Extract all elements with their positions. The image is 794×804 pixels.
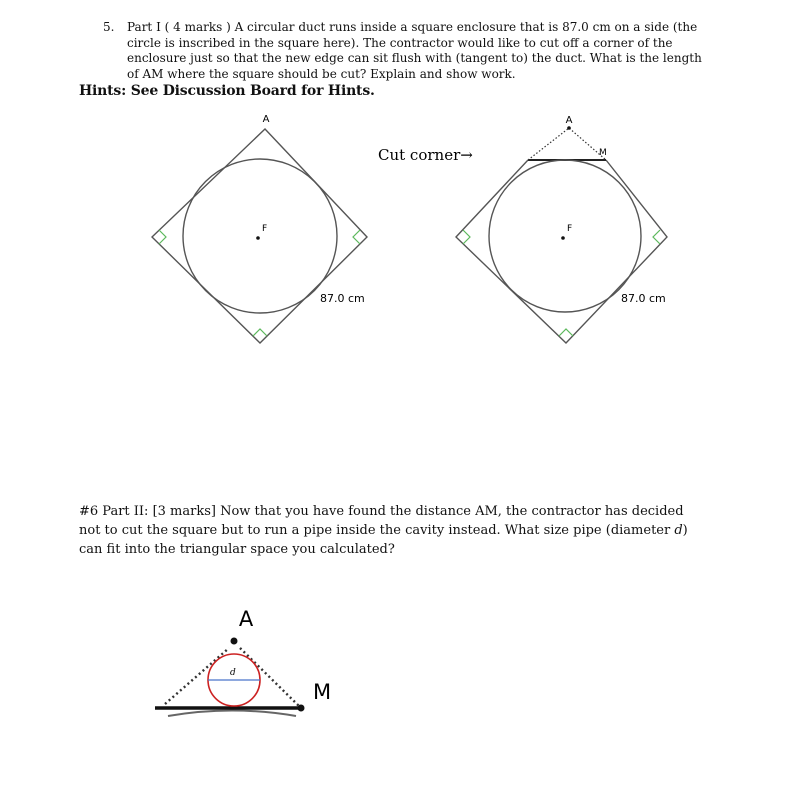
- question-6-variable-d: d: [674, 523, 683, 538]
- figure-2-square: [456, 160, 667, 343]
- figure-1-label-a: A: [262, 114, 270, 125]
- figure-3-duct-arc: [168, 711, 296, 717]
- figure-3-right-side: [240, 648, 301, 708]
- figure-3-label-d: d: [230, 668, 236, 678]
- figure-1-right-angle-bottom: [253, 329, 267, 336]
- question-5-text: Part I ( 4 marks ) A circular duct runs inside a square enclosure that is 87.0 cm on a side (the circle is inscribed in the square here). The contractor would like to cut off a corner of the enclosure just so that the new edge can sit flush with (tangent to) the duct. What is the length of AM where the square should be cut? Explain and show work.: [127, 20, 702, 81]
- figure-3-label-a: A: [238, 607, 254, 631]
- figure-3-point-m: [298, 705, 305, 712]
- hints-text: Hints: See Discussion Board for Hints.: [79, 83, 375, 99]
- figure-2-removed-corner: [528, 128, 606, 160]
- figure-1-point-f: [256, 236, 260, 240]
- figure-1-square: [152, 129, 367, 343]
- figure-3-left-side: [165, 648, 229, 704]
- figure-3: [155, 607, 331, 716]
- figure-1-side-label: 87.0 cm: [320, 292, 365, 305]
- figure-3-point-a: [231, 638, 238, 645]
- figure-2-right-angle-left: [463, 230, 470, 244]
- figure-2-label-m: M: [599, 148, 607, 158]
- figure-2-point-f: [561, 236, 565, 240]
- figure-2-right-angle-bottom: [559, 329, 573, 336]
- figure-3-label-m: M: [313, 680, 332, 704]
- question-6-text-end: ) can fit into the triangular space you calculated?: [79, 523, 688, 557]
- cut-corner-label: Cut corner→: [378, 146, 473, 164]
- figure-1-label-f: F: [262, 224, 268, 234]
- question-5-number: 5.: [103, 20, 115, 34]
- figure-2-right-angle-right: [653, 230, 660, 244]
- figure-2: [378, 115, 667, 343]
- figure-2-label-a: A: [565, 115, 573, 126]
- figure-2-side-label: 87.0 cm: [621, 292, 666, 305]
- figure-1-right-angle-left: [159, 230, 166, 244]
- figure-1-right-angle-right: [353, 230, 360, 244]
- figure-2-label-f: F: [567, 224, 573, 234]
- figure-2-point-a: [567, 126, 571, 130]
- question-6-text-start: #6 Part II: [3 marks] Now that you have found the distance AM, the contractor has decided not to cut the square but to run a pipe inside the cavity instead. What size pipe (diameter: [79, 504, 684, 538]
- figure-1: [152, 114, 367, 343]
